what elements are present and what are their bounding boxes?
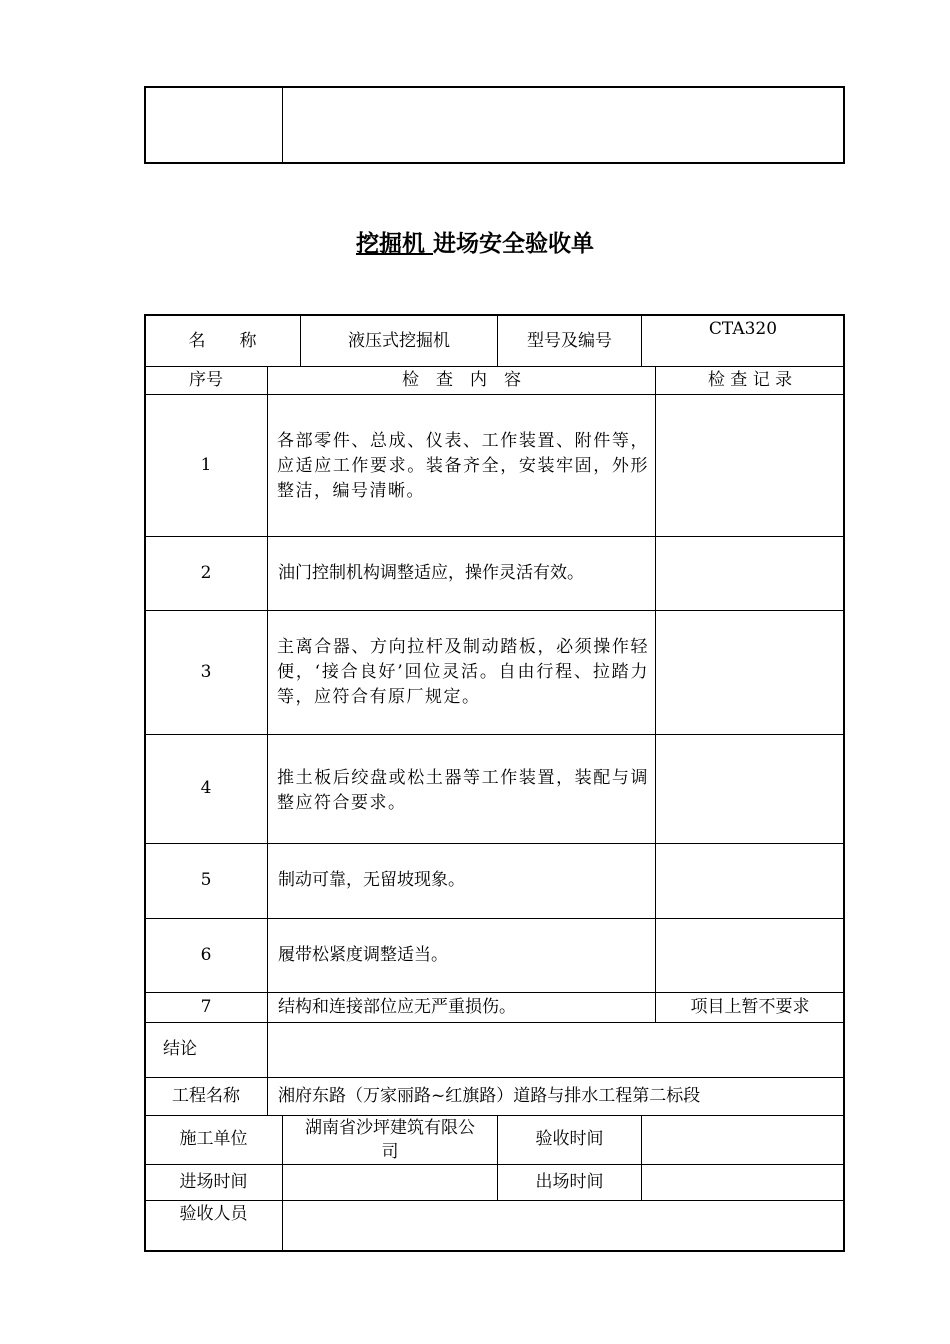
acceptance-time-value[interactable] xyxy=(642,1116,844,1164)
page-title xyxy=(0,225,950,258)
item-text: 各部零件、总成、仪表、工作装置、附件等，应适应工作要求。装备齐全，安装牢固，外形整洁，编号清晰。 xyxy=(277,431,649,501)
item-text: 履带松紧度调整适当。 xyxy=(278,944,448,965)
column-header-record: 检 查 记 录 xyxy=(707,369,793,390)
inspector-value[interactable] xyxy=(283,1201,844,1251)
item-text: 油门控制机构调整适应，操作灵活有效。 xyxy=(278,562,584,583)
project-name-value: 湘府东路（万家丽路~红旗路）道路与排水工程第二标段 xyxy=(278,1085,701,1106)
exit-time-value[interactable] xyxy=(642,1165,844,1200)
item-record xyxy=(656,735,844,843)
acceptance-time-label: 验收时间 xyxy=(535,1129,604,1150)
item-no: 7 xyxy=(200,996,212,1017)
title-rest: 进场安全验收单 xyxy=(433,231,594,257)
previous-table-divider xyxy=(282,87,283,163)
construction-unit-value: 湖南省沙坪建筑有限公司 xyxy=(305,1118,475,1162)
conclusion-label: 结论 xyxy=(163,1039,197,1060)
exit-time-label: 出场时间 xyxy=(535,1171,604,1192)
item-text: 结构和连接部位应无严重损伤。 xyxy=(278,996,516,1017)
item-text: 推土板后绞盘或松土器等工作装置，装配与调整应符合要求。 xyxy=(277,768,649,813)
item-no: 4 xyxy=(200,778,212,799)
item-record xyxy=(656,919,844,992)
construction-unit-label: 施工单位 xyxy=(179,1129,248,1150)
name-label: 名 称 xyxy=(188,331,257,352)
item-record xyxy=(656,395,844,536)
entry-time-label: 进场时间 xyxy=(179,1171,248,1192)
item-no: 3 xyxy=(200,661,212,682)
item-no: 1 xyxy=(200,454,212,475)
previous-table-fragment xyxy=(144,86,845,164)
entry-time-value[interactable] xyxy=(283,1165,497,1200)
title-machine-name: 挖掘机 xyxy=(355,231,433,257)
item-record xyxy=(656,537,844,610)
column-header-no: 序号 xyxy=(189,369,223,390)
inspector-label: 验收人员 xyxy=(179,1204,248,1225)
item-no: 6 xyxy=(200,944,212,965)
item-record: 项目上暂不要求 xyxy=(690,996,810,1017)
item-record xyxy=(656,844,844,918)
name-value: 液压式挖掘机 xyxy=(348,331,450,352)
model-label: 型号及编号 xyxy=(527,331,612,352)
model-value: CTA320 xyxy=(708,319,778,340)
column-header-content: 检 查 内 容 xyxy=(402,369,521,390)
item-text: 主离合器、方向拉杆及制动踏板，必须操作轻便，‘接合良好’回位灵活。自由行程、拉踏力等，应符合有原厂规定。 xyxy=(277,637,649,707)
item-no: 2 xyxy=(200,562,212,583)
item-no: 5 xyxy=(200,870,212,891)
project-name-label: 工程名称 xyxy=(172,1085,240,1106)
item-record xyxy=(656,611,844,734)
item-text: 制动可靠，无留坡现象。 xyxy=(278,870,465,891)
